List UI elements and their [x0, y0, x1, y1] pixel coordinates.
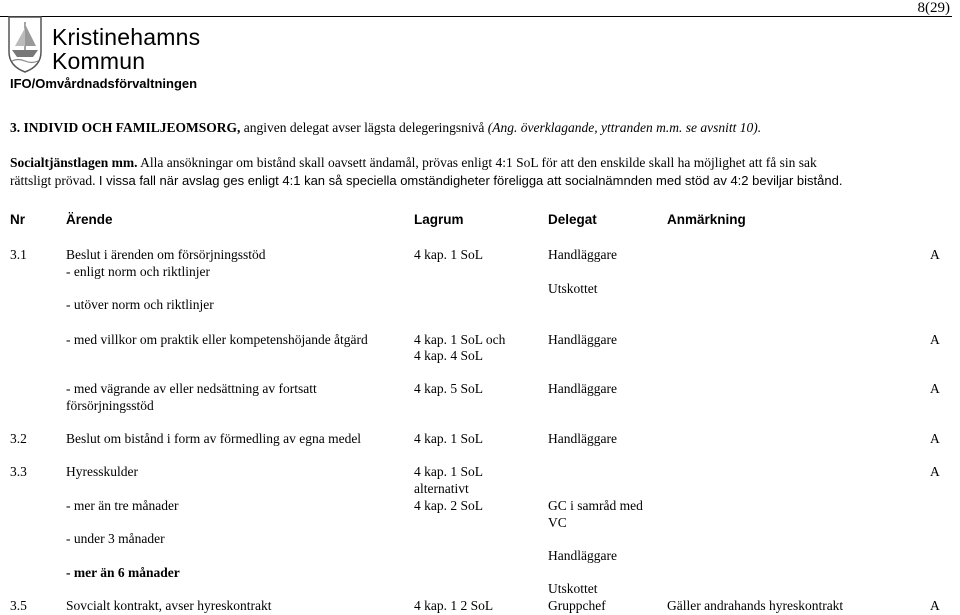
ship-coat-of-arms-icon — [6, 14, 44, 74]
logo-text-line-2: Kommun — [52, 48, 146, 74]
row-arende-sub: - under 3 månader — [66, 531, 165, 546]
page-number: 8(29) — [917, 0, 950, 16]
row-delegat: Handläggare — [548, 381, 617, 396]
column-header-delegat: Delegat — [548, 212, 597, 227]
section-heading-note: (Ang. överklagande, yttranden m.m. se avsnitt 10). — [487, 120, 762, 135]
row-arende-sub: försörjningsstöd — [66, 398, 154, 413]
section-heading-rest: angiven delegat avser lägsta delegeringsnivå — [243, 120, 488, 135]
row-lagrum: 4 kap. 1 SoL — [414, 431, 483, 446]
row-delegat: Gruppchef — [548, 598, 606, 613]
row-nr: 3.3 — [10, 464, 27, 479]
row-arende-sub: - mer än tre månader — [66, 498, 179, 513]
intro-line-2a: rättsligt prövad. — [10, 173, 99, 188]
row-arende-sub: - mer än 6 månader — [66, 565, 180, 580]
row-delegat-sub: Utskottet — [548, 281, 598, 296]
row-lagrum: 4 kap. 1 SoL och — [414, 332, 506, 347]
section-heading — [10, 120, 761, 136]
row-arende-sub: - utöver norm och riktlinjer — [66, 297, 214, 312]
row-delegat: GC i samråd med — [548, 498, 643, 513]
intro-line-2 — [10, 173, 842, 189]
row-arende: Beslut i ärenden om försörjningsstöd — [66, 247, 266, 262]
row-arende: Sovcialt kontrakt, avser hyreskontrakt — [66, 598, 272, 613]
row-nr: 3.5 — [10, 598, 27, 613]
row-lagrum: 4 kap. 1 SoL — [414, 247, 483, 262]
row-lagrum: 4 kap. 1 2 SoL — [414, 598, 494, 613]
row-delegat: Handläggare — [548, 332, 617, 347]
row-arende-sub: - med vägrande av eller nedsättning av fortsatt — [66, 381, 317, 396]
row-lagrum: 4 kap. 1 SoL — [414, 464, 483, 479]
row-delegat: Handläggare — [548, 247, 617, 262]
row-arende: Hyresskulder — [66, 464, 138, 479]
row-delegat-sub: VC — [548, 515, 567, 530]
row-delegat: Handläggare — [548, 431, 617, 446]
header-rule — [0, 16, 952, 17]
row-delegat-sub: Handläggare — [548, 548, 617, 563]
column-header-anmarkning: Anmärkning — [667, 212, 746, 227]
intro-line-1 — [10, 155, 817, 171]
column-header-lagrum: Lagrum — [414, 212, 464, 227]
intro-line-1-text: Alla ansökningar om bistånd skall oavsett ändamål, prövas enligt 4:1 SoL för att den enskilde skall ha möjlighet att få sin sak — [137, 155, 817, 170]
row-code: A — [930, 247, 940, 262]
row-code: A — [930, 381, 940, 396]
row-delegat-sub: Utskottet — [548, 581, 598, 596]
row-arende: Beslut om bistånd i form av förmedling av egna medel — [66, 431, 362, 446]
row-nr: 3.1 — [10, 247, 27, 262]
logo-text-line-1: Kristinehamns — [52, 24, 201, 50]
row-lagrum: 4 kap. 5 SoL — [414, 381, 483, 396]
row-arende-sub: - enligt norm och riktlinjer — [66, 264, 210, 279]
intro-bold-lead: Socialtjänstlagen mm. — [10, 155, 138, 170]
row-code: A — [930, 464, 940, 479]
organization-name: IFO/Omvårdnadsförvaltningen — [10, 76, 198, 91]
row-code: A — [930, 431, 940, 446]
row-nr: 3.2 — [10, 431, 27, 446]
row-arende-sub: - med villkor om praktik eller kompetenshöjande åtgärd — [66, 332, 368, 347]
row-code: A — [930, 332, 940, 347]
column-header-arende: Ärende — [66, 212, 113, 227]
row-lagrum-sub: alternativt — [414, 481, 469, 496]
row-lagrum: 4 kap. 2 SoL — [414, 498, 483, 513]
row-anmarkning: Gäller andrahands hyreskontrakt — [667, 598, 844, 613]
intro-line-2b: I vissa fall när avslag ges enligt 4:1 kan så speciella omständigheter föreligga att socialnämnden med stöd av 4:2 beviljar bistånd. — [98, 173, 843, 188]
column-header-nr: Nr — [10, 212, 26, 227]
row-lagrum-sub: 4 kap. 4 SoL — [414, 348, 483, 363]
row-code: A — [930, 598, 940, 613]
section-heading-title: 3. INDIVID OCH FAMILJEOMSORG, — [10, 120, 244, 135]
